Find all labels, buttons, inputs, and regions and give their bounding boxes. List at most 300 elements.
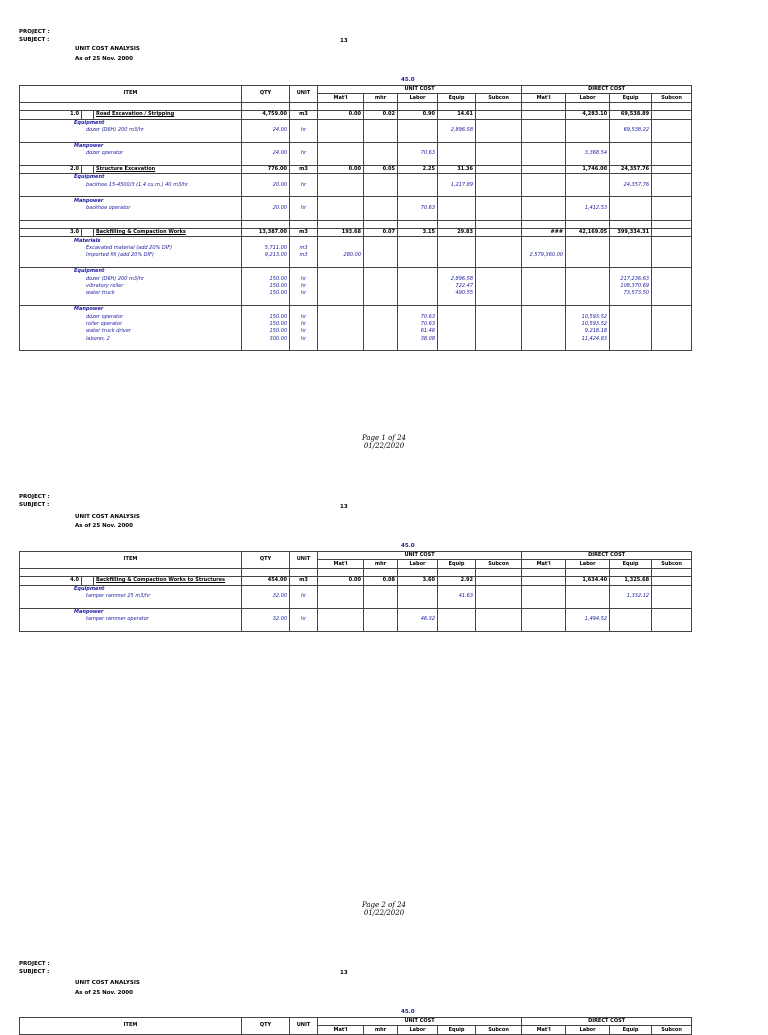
col-matl: Mat'l [318,94,364,102]
resource-direct-matl [522,205,566,212]
empty-cell [398,119,438,127]
unit-matl: 0.00 [318,111,364,119]
empty-cell [20,260,242,268]
col-item: ITEM [20,552,242,569]
resource-name: water truck [20,290,242,297]
resource-unit: hr [290,313,318,320]
unit-equip: 2.92 [438,577,476,585]
subject-label: SUBJECT : [19,969,50,975]
page-number: Page 2 of 24 [361,901,407,909]
empty-cell [364,283,398,290]
resource-unit: hr [290,182,318,189]
resource-name: backhoe operator [20,205,242,212]
resource-direct-labor [566,290,610,297]
table-row [20,212,692,220]
empty-cell [476,212,522,220]
empty-cell [318,305,364,313]
empty-cell [476,600,522,608]
col-unit: UNIT [290,552,318,569]
empty-cell [610,189,652,197]
empty-cell [398,212,438,220]
table-row [20,600,692,608]
table-row [20,328,692,335]
item-unit: m3 [290,111,318,119]
empty-cell [476,260,522,268]
empty-cell [242,119,290,127]
empty-cell [438,142,476,150]
resource-direct-labor: 3,368.54 [566,150,610,157]
resource-matl [318,245,364,252]
item-number: 1.0 [20,111,82,119]
empty-cell [290,585,318,593]
resource-equip-rate [438,313,476,320]
col-mhr: mhr [364,94,398,102]
resource-name: dozer (D6H) 200 m3/hr [20,275,242,282]
table-row [20,182,692,189]
empty-cell [652,593,692,600]
table-row [20,150,692,157]
direct-matl [522,577,566,585]
col-qty: QTY [242,552,290,569]
col-item: ITEM [20,1018,242,1035]
col-labor: Labor [398,560,438,568]
resource-matl [318,321,364,328]
col-matl: Mat'l [522,1026,566,1034]
resource-direct-matl [522,593,566,600]
resource-labor-rate: 70.63 [398,205,438,212]
empty-cell [438,343,476,351]
resource-labor-rate: 70.63 [398,150,438,157]
empty-cell [20,189,242,197]
empty-cell [364,290,398,297]
empty-cell [652,608,692,616]
empty-cell [476,174,522,182]
empty-cell [364,260,398,268]
spacer [82,165,94,173]
table-row [20,260,692,268]
table-row [20,158,692,166]
resource-direct-equip [610,616,652,623]
page-date: 01/22/2020 [363,442,405,450]
empty-cell [522,134,566,142]
empty-cell [398,142,438,150]
empty-cell [364,267,398,275]
empty-cell [610,600,652,608]
resource-labor-rate [398,182,438,189]
empty-cell [652,119,692,127]
resource-qty: 32.00 [242,616,290,623]
empty-cell [364,102,398,110]
empty-cell [438,119,476,127]
empty-cell [610,237,652,245]
empty-cell [438,305,476,313]
col-mhr: mhr [364,1026,398,1034]
col-direct-cost: DIRECT COST [522,552,692,560]
empty-cell [610,568,652,576]
empty-cell [652,245,692,252]
item-name: Road Excavation / Stripping [94,111,242,119]
col-unit: UNIT [290,86,318,103]
resource-direct-labor: 9,218.18 [566,328,610,335]
direct-matl [522,165,566,173]
resource-direct-equip [610,313,652,320]
resource-direct-labor: 11,424.83 [566,336,610,343]
resource-direct-equip [610,328,652,335]
empty-cell [476,328,522,335]
empty-cell [476,305,522,313]
col-qty: QTY [242,1018,290,1035]
resource-labor-rate: 38.08 [398,336,438,343]
col-matl: Mat'l [318,560,364,568]
empty-cell [438,585,476,593]
empty-cell [398,608,438,616]
sheet-title: UNIT COST ANALYSIS [75,46,140,52]
resource-direct-equip [610,252,652,259]
resource-unit: m3 [290,252,318,259]
empty-cell [566,237,610,245]
empty-cell [476,608,522,616]
resource-qty: 32.00 [242,593,290,600]
empty-cell [318,212,364,220]
col-item: ITEM [20,86,242,103]
resource-direct-equip [610,205,652,212]
empty-cell [290,267,318,275]
empty-cell [522,119,566,127]
table-row [20,313,692,320]
empty-cell [242,158,290,166]
resource-name: laborer, 2 [20,336,242,343]
resource-qty: 150.00 [242,290,290,297]
sheet-number: 13 [340,38,348,44]
empty-cell [364,182,398,189]
resource-labor-rate: 46.32 [398,616,438,623]
table-row [20,165,692,173]
unit-subcon [476,229,522,237]
empty-cell [20,568,242,576]
resource-direct-labor [566,275,610,282]
sheet-number: 13 [340,504,348,510]
project-label: PROJECT : [19,961,50,967]
resource-equip-rate: 490.55 [438,290,476,297]
col-mhr: mhr [364,560,398,568]
empty-cell [290,237,318,245]
category-label: Manpower [20,305,242,313]
empty-cell [610,212,652,220]
empty-cell [610,305,652,313]
resource-matl [318,290,364,297]
resource-qty: 5,711.00 [242,245,290,252]
col-equip: Equip [438,560,476,568]
empty-cell [318,158,364,166]
empty-cell [242,260,290,268]
empty-cell [610,102,652,110]
col-labor: Labor [566,1026,610,1034]
empty-cell [364,197,398,205]
empty-cell [290,102,318,110]
empty-cell [652,298,692,306]
unit-mhr: 0.08 [364,577,398,585]
item-qty: 4,759.00 [242,111,290,119]
empty-cell [242,142,290,150]
resource-matl [318,127,364,134]
empty-cell [566,568,610,576]
empty-cell [476,336,522,343]
empty-cell [652,189,692,197]
empty-cell [364,336,398,343]
item-unit: m3 [290,165,318,173]
resource-equip-rate [438,245,476,252]
resource-equip-rate: 1,217.89 [438,182,476,189]
unit-mhr: 0.05 [364,165,398,173]
unit-labor: 2.25 [398,165,438,173]
col-matl: Mat'l [522,560,566,568]
resource-matl [318,336,364,343]
resource-unit: hr [290,593,318,600]
empty-cell [652,336,692,343]
unit-subcon [476,577,522,585]
direct-labor: 4,283.10 [566,111,610,119]
empty-cell [610,267,652,275]
empty-cell [522,608,566,616]
item-name: Backfilling & Compaction Works [94,229,242,237]
empty-cell [522,585,566,593]
col-labor: Labor [566,94,610,102]
empty-cell [522,600,566,608]
empty-cell [290,220,318,228]
table-row [20,119,692,127]
empty-cell [566,212,610,220]
resource-direct-labor [566,127,610,134]
empty-cell [438,568,476,576]
empty-cell [476,134,522,142]
empty-cell [652,134,692,142]
resource-direct-equip [610,150,652,157]
empty-cell [476,321,522,328]
resource-name: Excavated material (add 20% DIF) [20,245,242,252]
resource-qty: 150.00 [242,321,290,328]
empty-cell [242,600,290,608]
category-label: Manpower [20,608,242,616]
empty-cell [566,102,610,110]
empty-cell [476,585,522,593]
empty-cell [522,158,566,166]
empty-cell [566,267,610,275]
empty-cell [522,624,566,632]
empty-cell [242,102,290,110]
empty-cell [20,220,242,228]
empty-cell [398,237,438,245]
direct-labor: 42,169.05 [566,229,610,237]
table-row [20,336,692,343]
table-row [20,624,692,632]
empty-cell [610,174,652,182]
resource-qty: 20.00 [242,205,290,212]
empty-cell [242,568,290,576]
resource-labor-rate [398,283,438,290]
category-label: Equipment [20,119,242,127]
empty-cell [476,102,522,110]
empty-cell [364,600,398,608]
item-unit: m3 [290,229,318,237]
empty-cell [610,220,652,228]
empty-cell [438,102,476,110]
resource-qty: 300.00 [242,336,290,343]
empty-cell [364,275,398,282]
table-row [20,298,692,306]
empty-cell [290,189,318,197]
empty-cell [652,343,692,351]
unit-subcon [476,165,522,173]
unit-equip: 14.61 [438,111,476,119]
resource-direct-matl [522,275,566,282]
col-unit-cost: UNIT COST [318,1018,522,1026]
col-direct-cost: DIRECT COST [522,86,692,94]
empty-cell [476,158,522,166]
empty-cell [652,585,692,593]
resource-direct-matl [522,290,566,297]
resource-matl: 280.00 [318,252,364,259]
empty-cell [364,142,398,150]
empty-cell [290,343,318,351]
empty-cell [318,237,364,245]
resource-equip-rate [438,205,476,212]
empty-cell [438,189,476,197]
resource-labor-rate [398,252,438,259]
table-row [20,252,692,259]
empty-cell [522,568,566,576]
empty-cell [476,593,522,600]
resource-direct-matl [522,245,566,252]
resource-labor-rate: 61.46 [398,328,438,335]
resource-direct-equip [610,321,652,328]
empty-cell [364,624,398,632]
table-row [20,102,692,110]
empty-cell [438,237,476,245]
resource-direct-labor [566,593,610,600]
resource-direct-matl [522,127,566,134]
col-equip: Equip [438,94,476,102]
empty-cell [522,220,566,228]
empty-cell [610,343,652,351]
unit-mhr: 0.02 [364,111,398,119]
empty-cell [242,212,290,220]
col-unit-cost: UNIT COST [318,86,522,94]
empty-cell [242,134,290,142]
table-row [20,290,692,297]
empty-cell [398,267,438,275]
col-subcon: Subcon [476,560,522,568]
resource-unit: hr [290,328,318,335]
page-date: 01/22/2020 [363,909,405,917]
resource-unit: hr [290,205,318,212]
empty-cell [290,134,318,142]
empty-cell [242,189,290,197]
empty-cell [652,197,692,205]
resource-unit: m3 [290,245,318,252]
empty-cell [522,343,566,351]
empty-cell [476,220,522,228]
resource-unit: hr [290,275,318,282]
direct-equip: 69,538.89 [610,111,652,119]
resource-equip-rate: 722.47 [438,283,476,290]
resource-qty: 20.00 [242,182,290,189]
empty-cell [364,252,398,259]
resource-equip-rate [438,336,476,343]
table-row [20,283,692,290]
rate-value: 45.0 [401,1009,415,1015]
table-row [20,343,692,351]
resource-direct-labor [566,245,610,252]
empty-cell [364,328,398,335]
empty-cell [476,298,522,306]
resource-equip-rate [438,616,476,623]
direct-subcon [652,577,692,585]
empty-cell [242,624,290,632]
empty-cell [652,616,692,623]
table-row [20,321,692,328]
empty-cell [398,260,438,268]
resource-labor-rate [398,275,438,282]
empty-cell [20,102,242,110]
table-row [20,127,692,134]
empty-cell [476,150,522,157]
resource-name: dozer operator [20,150,242,157]
resource-name: dozer operator [20,313,242,320]
category-label: Materials [20,237,242,245]
empty-cell [610,197,652,205]
empty-cell [364,585,398,593]
empty-cell [476,119,522,127]
empty-cell [610,158,652,166]
unit-matl: 0.00 [318,577,364,585]
table-row [20,205,692,212]
unit-labor: 0.90 [398,111,438,119]
empty-cell [364,205,398,212]
table-row [20,616,692,623]
empty-cell [398,220,438,228]
empty-cell [318,608,364,616]
empty-cell [476,267,522,275]
empty-cell [652,174,692,182]
empty-cell [318,343,364,351]
resource-direct-labor [566,252,610,259]
empty-cell [476,624,522,632]
resource-matl [318,313,364,320]
empty-cell [476,237,522,245]
resource-name: roller operator [20,321,242,328]
empty-cell [566,220,610,228]
table-row [20,267,692,275]
page-number: Page 1 of 24 [361,434,407,442]
empty-cell [566,174,610,182]
resource-direct-labor: 1,494.52 [566,616,610,623]
empty-cell [522,174,566,182]
empty-cell [476,182,522,189]
as-of-date: As of 25 Nov. 2000 [75,523,133,529]
table-row [20,220,692,228]
table-row [20,568,692,576]
project-label: PROJECT : [19,29,50,35]
empty-cell [652,150,692,157]
resource-qty: 150.00 [242,283,290,290]
as-of-date: As of 25 Nov. 2000 [75,990,133,996]
empty-cell [652,267,692,275]
table-row [20,189,692,197]
item-qty: 454.00 [242,577,290,585]
empty-cell [476,343,522,351]
cost-table-page-2 [19,551,692,632]
item-number: 4.0 [20,577,82,585]
